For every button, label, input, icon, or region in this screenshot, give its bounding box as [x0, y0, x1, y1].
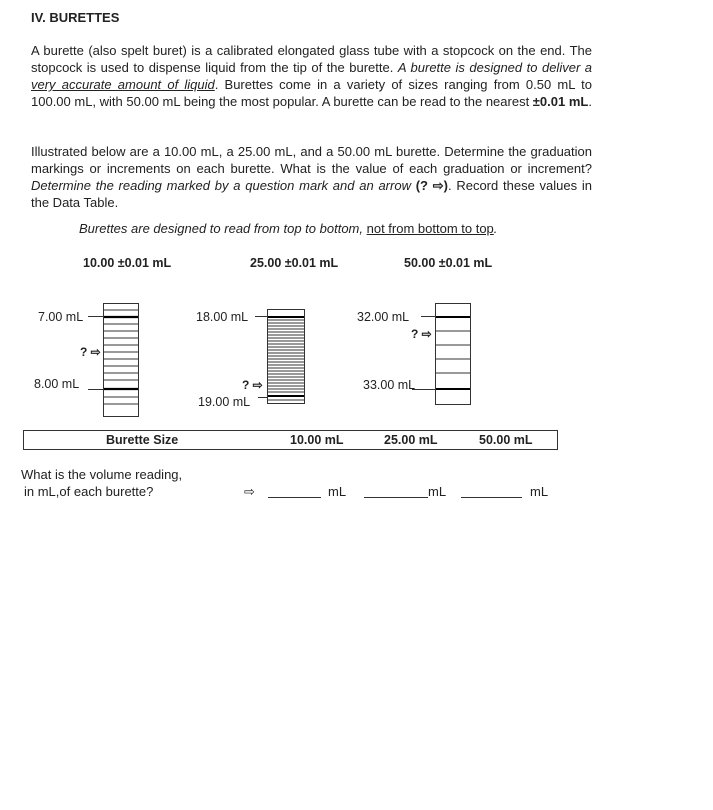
burette-3-title: 50.00 ±0.01 mL [404, 256, 493, 270]
intro-paragraph [31, 42, 592, 110]
burette-1-top-label: 7.00 mL [38, 310, 84, 324]
burette-3-diagram [435, 303, 471, 406]
burette-1-marker: ? ⇨ [80, 345, 101, 359]
data-table-size-10: 10.00 mL [290, 433, 344, 447]
reading-note [79, 221, 497, 236]
answer-unit-10: mL [328, 484, 347, 499]
instructions-paragraph [31, 143, 592, 211]
data-table-header: Burette Size [106, 433, 179, 447]
para1-underline: very accurate amount of liquid [31, 77, 215, 92]
question-line-1: What is the volume reading, [21, 467, 183, 482]
para2-italic: Determine the reading marked by a question mark and an arrow [31, 178, 411, 193]
answer-blank-50[interactable] [461, 497, 522, 498]
burette-1-title: 10.00 ±0.01 mL [83, 256, 172, 270]
para1-text-b: . Burettes come in a variety of sizes ranging from 0.50 mL to 100.00 mL, with 50.00 mL being the most popular. A burette can be read to the nearest [31, 77, 592, 109]
note-text-a: Burettes are designed to read from top to bottom, [79, 221, 367, 236]
para1-italic: A burette is designed to deliver a [397, 60, 592, 75]
data-table-size-25: 25.00 mL [384, 433, 438, 447]
section-heading: IV. BURETTES [31, 10, 120, 25]
answer-blank-25[interactable] [364, 497, 428, 498]
burette-2-title: 25.00 ±0.01 mL [250, 256, 339, 270]
answer-arrow-icon: ⇨ [244, 484, 255, 499]
burette-2-bottom-label: 19.00 mL [198, 395, 251, 409]
data-table-size-50: 50.00 mL [479, 433, 533, 447]
para1-text-a: A burette (also spelt buret) is a calibrated elongated glass tube with a stopcock on the end. The stopcock is used to dispense liquid from the tip of the burette. [31, 43, 592, 75]
para2-bold: (? ⇨) [410, 178, 448, 193]
burette-3-top-label: 32.00 mL [357, 310, 410, 324]
note-text-b: . [493, 221, 498, 236]
answer-unit-50: mL [530, 484, 549, 499]
para2-text-a: Illustrated below are a 10.00 mL, a 25.00 mL, and a 50.00 mL burette. Determine the graduation markings or increments on each burette. What is the value of each graduation or increment? [31, 144, 592, 176]
answer-unit-25: mL [428, 484, 447, 499]
note-underline: not from bottom to top [366, 221, 494, 236]
question-line-2: in mL,of each burette? [24, 484, 154, 499]
burette-3-marker: ? ⇨ [411, 327, 432, 341]
burette-1-bottom-label: 8.00 mL [34, 377, 80, 391]
para1-text-c: . [588, 94, 592, 109]
burette-2-bottom-leader [258, 397, 267, 398]
burette-3-top-leader [421, 316, 435, 317]
burette-1-top-leader [88, 316, 103, 317]
data-table [23, 430, 558, 450]
burette-2-diagram [267, 309, 305, 405]
answer-blank-10[interactable] [268, 497, 321, 498]
burette-2-marker: ? ⇨ [242, 378, 263, 392]
burette-1-diagram [103, 303, 139, 418]
burette-1-bottom-leader [88, 389, 103, 390]
burette-3-bottom-leader [412, 389, 435, 390]
burette-2-top-label: 18.00 mL [196, 310, 249, 324]
burette-2-top-leader [255, 316, 267, 317]
burette-3-bottom-label: 33.00 mL [363, 378, 416, 392]
para2-text-b: . Record these values in the Data Table. [31, 178, 593, 210]
para1-bold: ±0.01 mL [532, 94, 589, 109]
